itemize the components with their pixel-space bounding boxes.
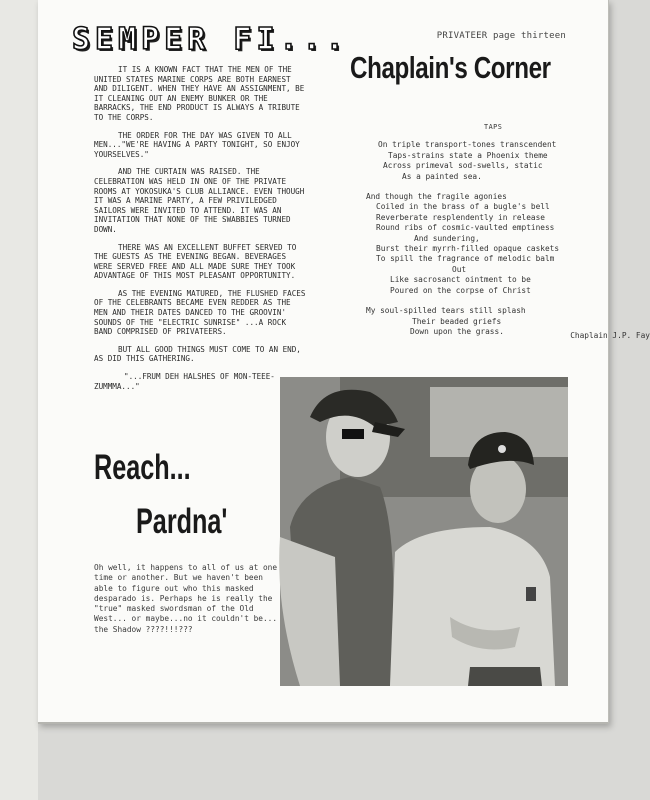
poem-line: And though the fragile agonies xyxy=(366,192,507,202)
cap-emblem xyxy=(498,445,506,453)
article-paragraph: IT IS A KNOWN FACT THAT THE MEN OF THE UNITED STATES MARINE CORPS ARE BOTH EARNEST AND DILIGENT. WHEN THEY HAVE AN ASSIGNMENT, BE IT CLEANING OUT AN ENEMY BUNKER OR THE BARRACKS, THE END PRODUCT IS ALWAYS A TRIBUTE TO THE CORPS. xyxy=(94,65,305,122)
poem-stanza-2 xyxy=(366,192,618,296)
article-paragraph: AS THE EVENING MATURED, THE FLUSHED FACES OF THE CELEBRANTS BECAME EVEN REDDER AS THE MEN AND THEIR DATES DANCED TO THE GROOVIN' SOUNDS OF THE "ELECTRIC SUNRISE" ...A ROCK BAND COMPRISED OF PRIVATEERS. xyxy=(94,288,306,337)
poem-stanza-1 xyxy=(378,140,618,182)
poem-line: Their beaded griefs xyxy=(412,316,502,326)
poem-line: Poured on the corpse of Christ xyxy=(390,285,531,295)
reach-heading-line1: Reach... xyxy=(94,448,191,487)
photo-illustration xyxy=(280,377,568,686)
chaplains-corner-heading: Chaplain's Corner xyxy=(350,50,551,85)
poem-line: Reverberate resplendently in release xyxy=(376,212,545,222)
article-closing-quote: "...FRUM DEH HALSHES OF MON-TEEE-ZUMMMA..." xyxy=(94,372,275,391)
poem-line: Round ribs of cosmic-vaulted emptiness xyxy=(376,223,555,233)
page-margin xyxy=(0,0,38,800)
poem-line: As a painted sea. xyxy=(402,171,482,181)
poem-line: Burst their myrrh-filled opaque caskets xyxy=(376,244,560,254)
poem-line: And sundering, xyxy=(414,233,480,243)
article-paragraph: THERE WAS AN EXCELLENT BUFFET SERVED TO THE GUESTS AS THE EVENING BEGAN. BEVERAGES WERE SERVED FREE AND ALL MADE SURE THEY TOOK ADVANTAGE OF THIS MOST PLEASANT OPPORTUNITY. xyxy=(94,242,297,281)
page-header: PRIVATEER page thirteen xyxy=(436,31,566,41)
poem-line: Out xyxy=(452,264,467,274)
poem-line: On triple transport-tones transcendent xyxy=(378,140,557,150)
chaplain-signature: Chaplain J.P. Fay xyxy=(570,331,650,340)
reach-heading-line2: Pardna' xyxy=(136,502,228,541)
poem-line: Like sacrosanct ointment to be xyxy=(390,275,531,285)
photo-two-sailors xyxy=(280,377,568,686)
badge xyxy=(526,587,536,601)
taps-poem xyxy=(366,122,650,347)
older-man-shirt xyxy=(390,527,555,686)
photo-caption: Oh well, it happens to all of us at one time or another. But we haven't been able to figure out who this masked desparado is. Perhaps he is really the "true" masked swordsman of the Old West... or maybe...no it couldn't be... the Shadow ????!!!??? xyxy=(94,563,278,634)
article-paragraph: AND THE CURTAIN WAS RAISED. THE CELEBRATION WAS HELD IN ONE OF THE PRIVATE ROOMS AT YOKOSUKA'S CLUB ALLIANCE. EVEN THOUGH IT WAS A MARINE PARTY, A FEW PRIVILEDGED SAILORS WERE INVITED TO ATTEND. IT WAS AN INVITATION THAT NONE OF THE SWABBIES TURNED DOWN. xyxy=(94,167,305,234)
semper-fi-heading: SEMPER FI... xyxy=(72,22,349,57)
poem-line: My soul-spilled tears still splash xyxy=(366,306,526,316)
poem-line: To spill the fragrance of melodic balm xyxy=(376,254,555,264)
poem-line: Taps-strains state a Phoenix theme xyxy=(388,150,548,160)
semper-fi-article xyxy=(94,65,308,399)
article-paragraph: THE ORDER FOR THE DAY WAS GIVEN TO ALL MEN..."WE'RE HAVING A PARTY TONIGHT, SO ENJOY YOURSELVES." xyxy=(94,130,300,159)
poem-line: Down upon the grass. xyxy=(410,326,504,336)
poem-title: TAPS xyxy=(484,123,503,131)
article-paragraph: BUT ALL GOOD THINGS MUST COME TO AN END, AS DID THIS GATHERING. xyxy=(94,344,301,364)
mask-bar xyxy=(342,429,364,439)
newsletter-page xyxy=(38,0,650,724)
belt xyxy=(468,667,542,686)
poem-line: Coiled in the brass of a bugle's bell xyxy=(376,202,550,212)
poem-line: Across primeval sod-swells, static xyxy=(383,161,543,171)
